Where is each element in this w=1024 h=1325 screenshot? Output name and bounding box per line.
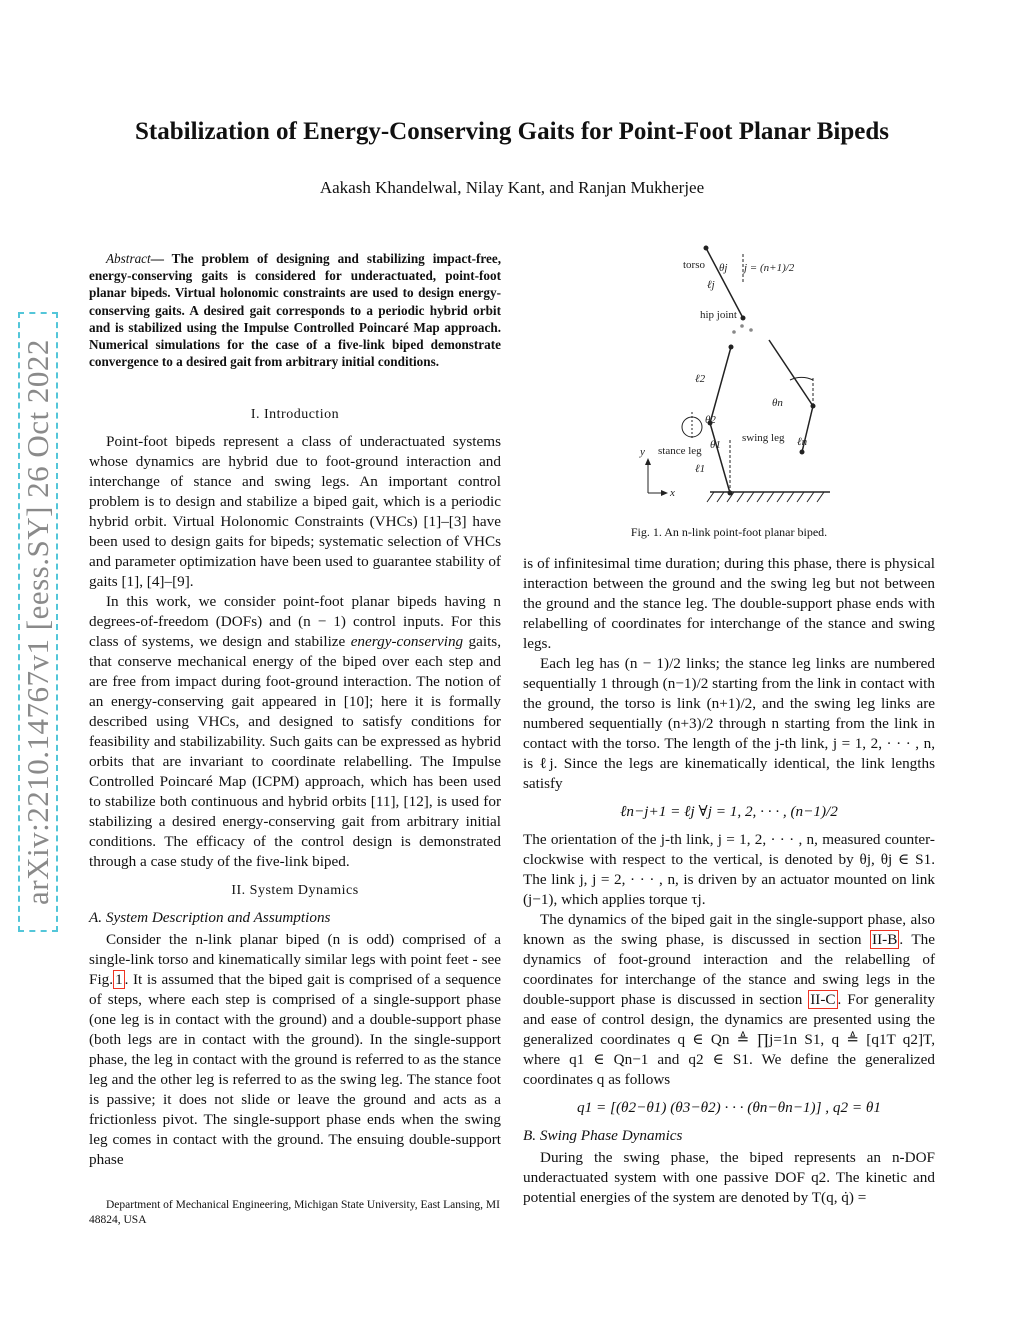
rp4-text-pre: The dynamics of the biped gait in the single-support phase, also known as the swing phase, is discussed in section xyxy=(523,911,935,948)
swing-phase-paragraph: During the swing phase, the biped represents an n-DOF underactuated system with one passive DOF q2. The kinetic and potential energies of the system are denoted by T(q, q̇) = xyxy=(523,1149,935,1206)
hip-ellipsis-dot xyxy=(740,324,744,328)
paper-title: Stabilization of Energy-Conserving Gaits for Point-Foot Planar Bipeds xyxy=(135,118,889,145)
intro-p2-part-d: gaits, that conserve mechanical energy of the biped over each step and are free from impact during foot-ground interaction. The notion of an energy-conserving gait appeared in [10]; here it is formally described using VHCs, and designed to satisfy conditions for feasibility and stabilizability. Such gaits can be expressed as hybrid orbits that are invariant to coordinate relabelling. The Impulse Controlled Poincaré Map (ICPM) approach, which has been used to stabilize both continuous and hybrid orbits [11], [12], is used for stabilizing a desired energy-conserving gait from arbitrary initial conditions. The efficacy of the control design is demonstrated through a case study of the five-link biped. xyxy=(89,633,502,870)
hip-ellipsis-dot xyxy=(732,330,736,334)
sysdesc-text-pre: Consider the n-link planar biped (n is odd) comprised of a single-link torso and kinematically similar legs with point feet - see Fig. xyxy=(89,931,501,988)
arxiv-stamp[interactable] xyxy=(18,312,58,932)
sysdesc-text-post: . It is assumed that the biped gait is comprised of a sequence of steps, where each step is comprised of a single-support phase (one leg is in contact with the ground) and a double-support phase (both legs are in contact with the ground). In the single-support phase, the leg in contact with the ground is referred to as the stance leg and the other leg is referred to as the swing leg. The stance foot is passive; it does not slide or leave the ground and acts as a frictionless pivot. The single-support phase ends when the swing leg comes in contact with the ground. The ensuing double-support phase xyxy=(89,971,501,1168)
ground-hatching xyxy=(707,492,824,502)
section-heading-introduction: I. Introduction xyxy=(250,407,340,422)
biped-figure xyxy=(630,240,950,515)
intro-p2-part-b: n degrees-of-freedom (DOFs) and (n − 1) control inputs. For this class of systems, we design and stabilize xyxy=(89,593,501,650)
label-l-j: ℓj xyxy=(707,279,715,291)
x-axis-arrow xyxy=(661,490,668,496)
figure-caption: Fig. 1. An n-link point-foot planar biped. xyxy=(630,525,828,539)
abstract xyxy=(89,250,501,370)
intro-p2-emphasis: energy-conserving xyxy=(350,633,464,650)
label-y-axis: y xyxy=(640,446,645,458)
right-paragraph-1: is of infinitesimal time duration; during this phase, there is physical interaction between the ground and the swing leg but not between the ground and the stance leg. The double-support phase ends with relabelling of coordinates for interchange of the stance and swing legs. xyxy=(523,555,935,652)
stance-link-2 xyxy=(710,347,731,423)
right-paragraph-3: The orientation of the j-th link, j = 1, 2, · · · , n, measured counter-clockwise with respect to the vertical, is denoted by θj, θj ∈ S1. The link j, j = 2, · · · , n, is driven by an actuator mounted on link (j−1), which applies torque τj. xyxy=(523,831,935,908)
system-description-paragraph xyxy=(89,930,501,1170)
abstract-text: — The problem of designing and stabilizing impact-free, energy-conserving gaits is considered for underactuated, point-foot planar bipeds. Virtual holonomic constraints are used to design energy-conserving gaits. A desired gait corresponds to a periodic hybrid orbit and is stabilized using the Impulse Controlled Poincaré Map approach. Numerical simulations for the case of a five-link biped demonstrate convergence to a desired gait from arbitrary initial conditions. xyxy=(89,251,501,370)
swing-foot-joint xyxy=(800,450,805,455)
label-stance-leg: stance leg xyxy=(658,445,702,457)
section-heading-system-dynamics: II. System Dynamics xyxy=(231,883,359,898)
label-theta-2: θ2 xyxy=(705,414,716,426)
hip-ellipsis-dot xyxy=(749,328,753,332)
label-theta-n: θn xyxy=(772,397,783,409)
intro-p2-part-a: In this work, we consider point-foot planar bipeds having xyxy=(106,593,486,610)
label-theta-j: θj xyxy=(719,262,728,274)
equation-link-lengths: ℓn−j+1 = ℓj ∀j = 1, 2, · · · , (n−1)/2 xyxy=(620,803,838,820)
arxiv-id[interactable]: arXiv:2210.14767v1 [eess.SY] 26 Oct 2022 xyxy=(20,339,55,905)
rp4-text-post: . For generality and ease of control design, the dynamics are presented using the generalized coordinates q ∈ Qn ≜ ∏j=1n S1, q ≜ [q1T q2]T, where q1 ∈ Qn−1 and q2 ∈ S1. We define the generalized coordinates q as follows xyxy=(523,991,935,1088)
label-l-n: ℓn xyxy=(797,436,808,448)
label-l-1: ℓ1 xyxy=(695,463,706,475)
intro-paragraph-2 xyxy=(89,592,501,872)
left-column-body xyxy=(89,396,501,1170)
label-x-axis: x xyxy=(670,487,675,499)
label-j-equation: j = (n+1)/2 xyxy=(744,262,795,274)
footnote-affiliation: Department of Mechanical Engineering, Michigan State University, East Lansing, MI 48824, USA xyxy=(89,1199,500,1226)
right-paragraph-2: Each leg has (n − 1)/2 links; the stance leg links are numbered sequentially 1 through (n−1)/2 starting from the link in contact with the ground, the torso is link (n+1)/2, and the swing leg links are numbered sequentially (n+3)/2 through n starting from the link in contact with the torso. The length of the j-th link, j = 1, 2, · · · , n, is ℓj. Since the legs are kinematically identical, the link lengths satisfy xyxy=(523,655,935,792)
label-hip-joint: hip joint xyxy=(700,309,737,321)
stance-upper-joint xyxy=(729,345,734,350)
paper-authors: Aakash Khandelwal, Nilay Kant, and Ranjan Mukherjee xyxy=(319,178,705,197)
intro-paragraph-1: Point-foot bipeds represent a class of underactuated systems whose dynamics are hybrid due to foot-ground interaction and interchange of stance and swing legs. An important control problem is to design and stabilize a biped gait, which is a periodic hybrid orbit. Virtual Holonomic Constraints (VHCs) [1]–[3] have been used to design gaits for bipeds; systematic selection of VHCs and parameter optimization have been used to guarantee stability of gaits [1], [4]–[9]. xyxy=(89,433,501,590)
abstract-label: Abstract xyxy=(106,251,151,266)
subsection-heading-b: B. Swing Phase Dynamics xyxy=(523,1127,683,1144)
label-swing-leg: swing leg xyxy=(742,432,785,444)
section-II-C-link[interactable]: II-C xyxy=(810,991,836,1008)
label-theta-1: θ1 xyxy=(710,439,721,451)
figure-1-link[interactable]: 1 xyxy=(115,971,123,988)
stance-link-1 xyxy=(710,423,730,493)
hip-joint xyxy=(741,316,746,321)
rp4-text-mid: . The dynamics of foot-ground interaction and the relabelling of coordinates for interchange of the stance and swing legs in the double-support phase is discussed in section xyxy=(523,931,935,1008)
torso-end-joint xyxy=(704,246,709,251)
section-II-B-link[interactable]: II-B xyxy=(872,931,898,948)
right-column-body xyxy=(523,554,935,1208)
subsection-heading-a: A. System Description and Assumptions xyxy=(89,909,331,926)
label-l-2: ℓ2 xyxy=(695,373,706,385)
y-axis-arrow xyxy=(645,458,651,465)
right-paragraph-4 xyxy=(523,910,935,1090)
equation-generalized-coordinates: q1 = [(θ2−θ1) (θ3−θ2) · · · (θn−θn−1)] , q2 = θ1 xyxy=(577,1099,881,1116)
label-torso: torso xyxy=(683,259,705,271)
